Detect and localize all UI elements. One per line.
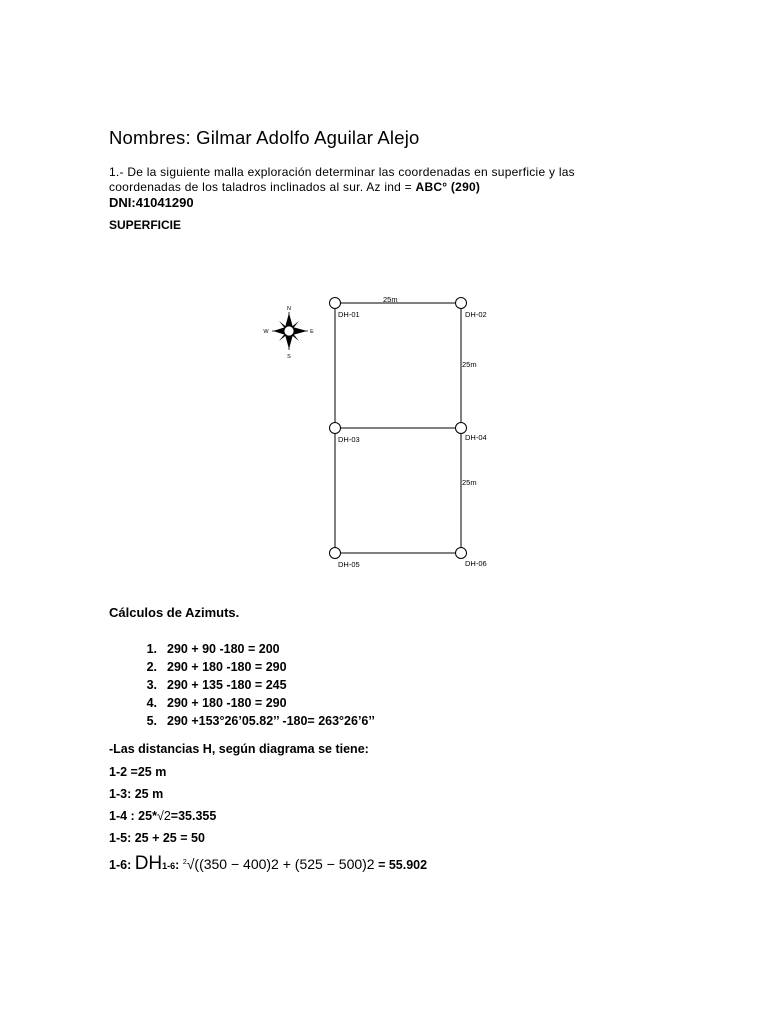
dh-symbol: DH (134, 853, 163, 874)
compass-n: N (287, 306, 291, 312)
list-item: 1. 290 + 90 -180 = 200 (146, 642, 280, 656)
list-item: 4. 290 + 180 -180 = 290 (146, 696, 287, 710)
dimension-right-upper: 25m (462, 360, 477, 369)
hole-label-1: DH-01 (338, 310, 360, 319)
formula: √((350 − 400)2 + (525 − 500)2 (186, 856, 375, 872)
distance-1-3: 1-3: 25 m (109, 787, 164, 801)
compass-s: S (287, 354, 291, 360)
distance-1-4: 1-4 : 25*√2=35.355 (109, 809, 217, 823)
compass-e: E (310, 329, 314, 335)
drill-hole-5 (330, 548, 341, 559)
question-line-1: 1.- De la siguiente malla exploración determinar las coordenadas en superficie y las (109, 165, 575, 179)
azimuth-list (109, 640, 375, 730)
dni: DNI:41041290 (109, 195, 194, 210)
hole-label-5: DH-05 (338, 560, 360, 569)
compass-w: W (263, 329, 269, 335)
sqrt-expression: √2 (156, 809, 171, 823)
list-item: 3. 290 + 135 -180 = 245 (146, 678, 287, 692)
hole-label-2: DH-02 (465, 310, 487, 319)
drill-hole-6 (456, 548, 467, 559)
compass-rose-icon (263, 306, 314, 360)
hole-label-3: DH-03 (338, 435, 360, 444)
root-index: 2 (182, 858, 187, 866)
dimension-top: 25m (383, 295, 398, 304)
list-item: 5. 290 +153°26’05.82’’ -180= 263°26’6’’ (146, 714, 375, 728)
distances-title: -Las distancias H, según diagrama se tiene: (109, 742, 369, 756)
section-title: SUPERFICIE (109, 218, 182, 232)
azimuth-value: ABC° (290) (415, 180, 481, 194)
distance-1-5: 1-5: 25 + 25 = 50 (109, 831, 205, 845)
distance-1-6: 1-6: DH1-6: $^2$√((350 − 400)2 + (525 − 500)2 = 55.902 (109, 853, 428, 874)
hole-label-4: DH-04 (465, 433, 487, 442)
calculations-title: Cálculos de Azimuts. (109, 605, 240, 620)
dh-subscript: 1-6 (162, 861, 176, 871)
distance-1-2: 1-2 =25 m (109, 765, 167, 779)
drill-hole-3 (330, 423, 341, 434)
drill-hole-1 (330, 298, 341, 309)
dimension-right-lower: 25m (462, 478, 477, 487)
drill-hole-2 (456, 298, 467, 309)
student-names: Nombres: Gilmar Adolfo Aguilar Alejo (109, 127, 420, 148)
list-item: 2. 290 + 180 -180 = 290 (146, 660, 287, 674)
question-line-2-text: coordenadas de los taladros inclinados al sur. Az ind = (109, 180, 416, 194)
drill-hole-4 (456, 423, 467, 434)
hole-label-6: DH-06 (465, 559, 487, 568)
grid-lines (335, 303, 461, 553)
